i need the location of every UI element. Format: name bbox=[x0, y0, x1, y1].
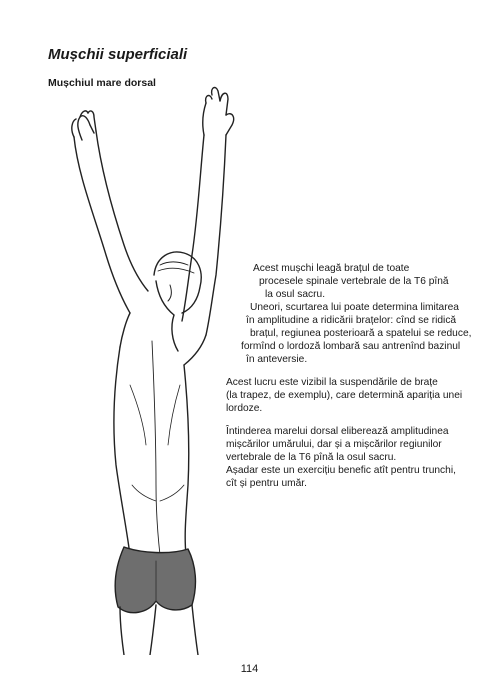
text-line: formînd o lordoză lombară sau antrenînd bazinul bbox=[241, 341, 461, 352]
text-line: în anteversie. bbox=[246, 354, 308, 365]
text-line: lordoze. bbox=[226, 403, 263, 414]
text-line: (la trapez, de exemplu), care determină apariția unei bbox=[226, 390, 463, 401]
back-stretch-illustration bbox=[60, 85, 263, 655]
text-line: cît și pentru umăr. bbox=[226, 478, 307, 489]
text-line: brațul, regiunea posterioară a spatelui se reduce, bbox=[250, 328, 472, 339]
text-line: Așadar este un exercițiu benefic atît pentru trunchi, bbox=[226, 465, 456, 476]
text-line: Acest mușchi leagă brațul de toate bbox=[253, 263, 410, 274]
subsection-title: Mușchiul mare dorsal bbox=[48, 77, 156, 89]
section-title: Mușchii superficiali bbox=[48, 46, 188, 63]
text-line: procesele spinale vertebrale de la T6 pînă bbox=[259, 276, 449, 287]
text-line: Uneori, scurtarea lui poate determina limitarea bbox=[250, 302, 459, 313]
text-line: la osul sacru. bbox=[265, 289, 326, 300]
page-number: 114 bbox=[240, 663, 259, 675]
text-line: mișcărilor umărului, dar și a mișcărilor regiunilor bbox=[226, 439, 442, 450]
text-line: vertebrale de la T6 pînă la osul sacru. bbox=[226, 452, 397, 463]
text-line: Acest lucru este vizibil la suspendările de brațe bbox=[226, 377, 438, 388]
text-line: în amplitudine a ridicării brațelor: cînd se ridică bbox=[246, 315, 457, 326]
text-line: Întinderea marelui dorsal eliberează amplitudinea bbox=[226, 426, 449, 437]
